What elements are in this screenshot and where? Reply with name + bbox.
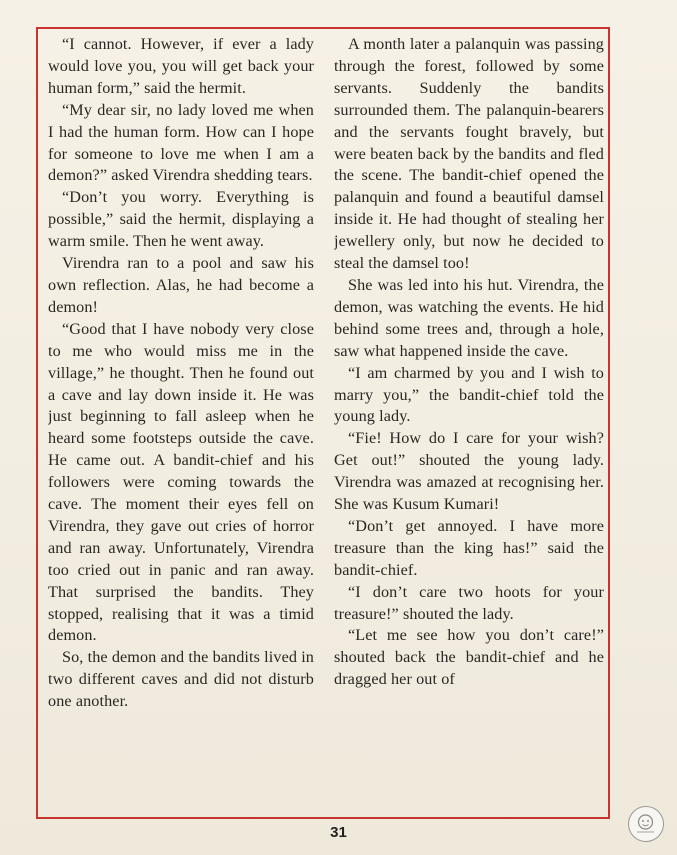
- right-paragraph-4: “Fie! How do I care for your wish? Get out!” shouted the young lady. Virendra was amazed at recognising her. She was Kusum Kumari!: [334, 429, 604, 514]
- right-paragraph-2: She was led into his hut. Virendra, the demon, was watching the events. He hid behind some trees and, through a hole, saw what happened inside the cave.: [334, 275, 604, 360]
- left-paragraph-4: Virendra ran to a pool and saw his own reflection. Alas, he had become a demon!: [48, 254, 314, 316]
- page-number: 31: [330, 824, 347, 841]
- left-paragraph-3: “Don’t you worry. Everything is possible,” said the hermit, displaying a warm smile. Then he went away.: [48, 188, 314, 251]
- watermark-face-icon: [629, 807, 662, 840]
- right-paragraph-1: A month later a palanquin was passing through the forest, followed by some servants. Suddenly the bandits surrounded them. The palanquin-bearers and the servants fought bravely, but were beaten back by the bandits and fled the scene. The bandit-chief opened the palanquin and found a beautiful damsel inside it. He had thought of stealing her jewellery only, but now he decided to steal the damsel too!: [334, 35, 604, 273]
- right-paragraph-6: “I don’t care two hoots for your treasure!” shouted the lady.: [334, 582, 604, 623]
- right-text-column: [334, 34, 604, 819]
- right-paragraph-5: “Don’t get annoyed. I have more treasure than the king has!” said the bandit-chief.: [334, 516, 604, 579]
- right-paragraph-3: “I am charmed by you and I wish to marry you,” the bandit-chief told the young lady.: [334, 363, 604, 426]
- left-paragraph-2: “My dear sir, no lady loved me when I had the human form. How can I hope for someone to love me when I am a demon?” asked Virendra shedding tears.: [48, 100, 314, 185]
- left-paragraph-5: “Good that I have nobody very close to me who would miss me in the village,” he thought. Then he found out a cave and lay down inside it. He was just beginning to fall asleep when he heard some footsteps outside the cave. He came out. A bandit-chief and his followers were coming towards the cave. The moment their eyes fell on Virendra, they gave out cries of horror and ran away. Unfortunately, Virendra too cried out in panic and ran away. That surprised the bandits. They stopped, realising that it was a timid demon.: [48, 319, 314, 645]
- right-paragraph-7: “Let me see how you don’t care!” shouted back the bandit-chief and he dragged her out of: [334, 626, 604, 689]
- left-paragraph-6: So, the demon and the bandits lived in two different caves and did not disturb one another.: [48, 648, 314, 711]
- left-text-column: [48, 34, 314, 819]
- left-paragraph-1: “I cannot. However, if ever a lady would love you, you will get back your human form,” said the hermit.: [48, 35, 314, 97]
- scanner-watermark-icon: [628, 806, 664, 842]
